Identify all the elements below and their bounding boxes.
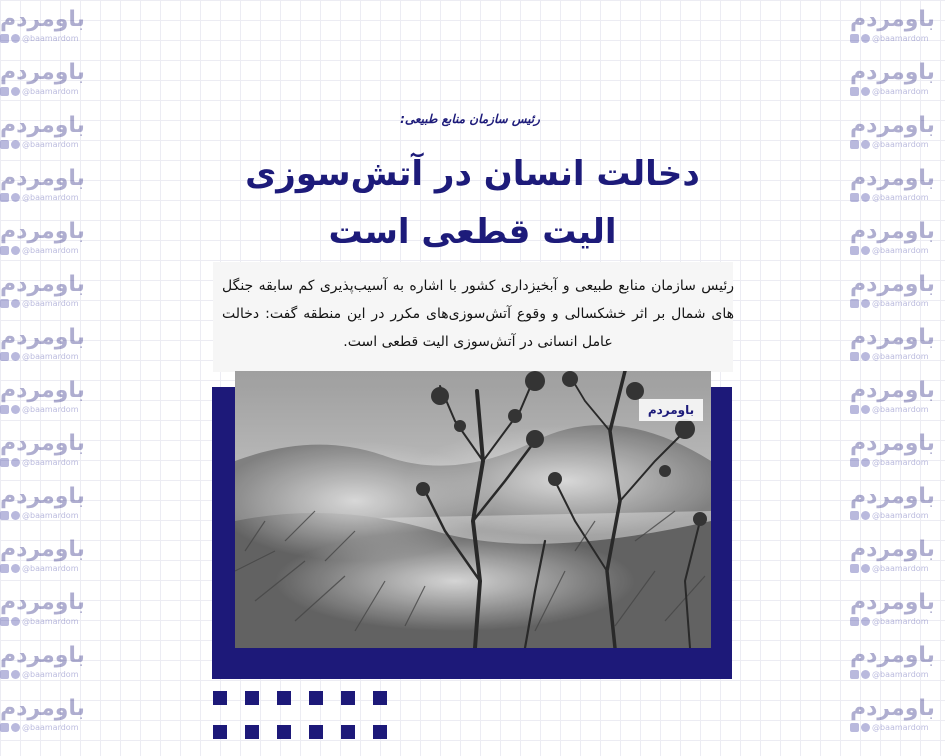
watermark-logo: باومردم <box>850 484 935 509</box>
watermark-logo: باومردم <box>850 431 935 456</box>
watermark-logo: باومردم <box>0 590 85 615</box>
watermark-handle-row <box>850 511 945 520</box>
telegram-icon <box>11 617 20 626</box>
watermark-handle-row <box>850 140 945 149</box>
watermark-handle: @baamardom <box>872 140 929 149</box>
instagram-icon <box>850 670 859 679</box>
watermark-handle: @baamardom <box>22 140 79 149</box>
decorative-dot <box>341 725 355 739</box>
watermark-handle: @baamardom <box>22 246 79 255</box>
instagram-icon <box>0 34 9 43</box>
watermark-handle-row <box>0 246 95 255</box>
watermark-item <box>850 159 945 212</box>
instagram-icon <box>850 352 859 361</box>
watermark-item <box>850 265 945 318</box>
watermark-handle-row <box>0 140 95 149</box>
watermark-item <box>0 583 95 636</box>
instagram-icon <box>850 193 859 202</box>
watermark-logo: باومردم <box>850 643 935 668</box>
telegram-icon <box>861 617 870 626</box>
watermark-logo: باومردم <box>850 272 935 297</box>
watermark-logo: باومردم <box>850 113 935 138</box>
instagram-icon <box>850 458 859 467</box>
watermark-logo: باومردم <box>0 272 85 297</box>
telegram-icon <box>861 34 870 43</box>
watermark-item <box>0 212 95 265</box>
watermark-handle: @baamardom <box>872 87 929 96</box>
watermark-logo: باومردم <box>850 537 935 562</box>
telegram-icon <box>11 511 20 520</box>
watermark-item <box>0 159 95 212</box>
telegram-icon <box>11 670 20 679</box>
news-photo <box>235 371 711 648</box>
watermark-handle: @baamardom <box>22 87 79 96</box>
watermark-handle: @baamardom <box>22 352 79 361</box>
watermark-logo: باومردم <box>0 484 85 509</box>
watermark-item <box>0 318 95 371</box>
watermark-handle-row <box>850 193 945 202</box>
watermark-handle-row <box>850 299 945 308</box>
instagram-icon <box>850 723 859 732</box>
telegram-icon <box>11 193 20 202</box>
watermark-logo: باومردم <box>0 537 85 562</box>
watermark-column-right <box>850 0 945 756</box>
decorative-dot <box>245 691 259 705</box>
instagram-icon <box>0 87 9 96</box>
telegram-icon <box>861 564 870 573</box>
kicker-label: رئیس سازمان منابع طبیعی: <box>400 112 540 126</box>
watermark-item <box>850 53 945 106</box>
instagram-icon <box>850 299 859 308</box>
watermark-handle-row <box>0 193 95 202</box>
instagram-icon <box>850 511 859 520</box>
watermark-item <box>850 530 945 583</box>
watermark-handle: @baamardom <box>872 246 929 255</box>
watermark-logo: باومردم <box>850 60 935 85</box>
instagram-icon <box>850 87 859 96</box>
watermark-handle: @baamardom <box>872 670 929 679</box>
instagram-icon <box>0 140 9 149</box>
watermark-handle: @baamardom <box>872 34 929 43</box>
watermark-handle-row <box>850 458 945 467</box>
headline: دخالت انسان در آتش‌سوزی الیت قطعی است <box>245 154 700 252</box>
instagram-icon <box>0 458 9 467</box>
instagram-icon <box>0 564 9 573</box>
instagram-icon <box>850 34 859 43</box>
telegram-icon <box>861 140 870 149</box>
watermark-item <box>850 689 945 742</box>
watermark-item <box>850 212 945 265</box>
watermark-handle-row <box>0 670 95 679</box>
watermark-handle-row <box>0 511 95 520</box>
watermark-handle-row <box>850 352 945 361</box>
decorative-dots <box>213 691 393 741</box>
watermark-handle-row <box>0 564 95 573</box>
watermark-handle: @baamardom <box>872 511 929 520</box>
telegram-icon <box>861 299 870 308</box>
telegram-icon <box>861 246 870 255</box>
watermark-handle: @baamardom <box>872 352 929 361</box>
watermark-item <box>0 689 95 742</box>
photo-logo <box>639 399 703 421</box>
watermark-logo: باومردم <box>0 60 85 85</box>
watermark-item <box>850 106 945 159</box>
telegram-icon <box>11 34 20 43</box>
instagram-icon <box>0 723 9 732</box>
watermark-handle: @baamardom <box>22 193 79 202</box>
watermark-logo: باومردم <box>850 219 935 244</box>
watermark-item <box>850 318 945 371</box>
watermark-item <box>0 424 95 477</box>
watermark-item <box>850 477 945 530</box>
watermark-handle: @baamardom <box>22 670 79 679</box>
watermark-handle-row <box>0 458 95 467</box>
watermark-item <box>850 636 945 689</box>
watermark-item <box>850 0 945 53</box>
watermark-handle-row <box>0 352 95 361</box>
watermark-handle-row <box>0 723 95 732</box>
watermark-logo: باومردم <box>0 325 85 350</box>
telegram-icon <box>861 511 870 520</box>
watermark-column-left <box>0 0 95 756</box>
instagram-icon <box>850 405 859 414</box>
watermark-logo: باومردم <box>850 378 935 403</box>
decorative-dot <box>245 725 259 739</box>
watermark-handle-row <box>850 564 945 573</box>
decorative-dot <box>373 691 387 705</box>
telegram-icon <box>861 405 870 414</box>
instagram-icon <box>850 246 859 255</box>
watermark-handle: @baamardom <box>872 564 929 573</box>
watermark-handle-row <box>850 87 945 96</box>
telegram-icon <box>861 87 870 96</box>
watermark-handle: @baamardom <box>872 193 929 202</box>
telegram-icon <box>11 140 20 149</box>
watermark-logo: باومردم <box>0 166 85 191</box>
decorative-dot <box>309 725 323 739</box>
watermark-item <box>0 0 95 53</box>
watermark-handle: @baamardom <box>22 34 79 43</box>
decorative-dot <box>277 725 291 739</box>
watermark-handle: @baamardom <box>872 617 929 626</box>
watermark-handle: @baamardom <box>22 564 79 573</box>
watermark-logo: باومردم <box>0 219 85 244</box>
watermark-logo: باومردم <box>0 643 85 668</box>
watermark-handle: @baamardom <box>22 299 79 308</box>
watermark-item <box>850 424 945 477</box>
decorative-dot <box>277 691 291 705</box>
photo-logo-text: باومردم <box>647 403 695 417</box>
watermark-handle: @baamardom <box>22 617 79 626</box>
watermark-handle: @baamardom <box>872 723 929 732</box>
telegram-icon <box>11 299 20 308</box>
instagram-icon <box>0 193 9 202</box>
decorative-dot <box>341 691 355 705</box>
instagram-icon <box>850 564 859 573</box>
watermark-logo: باومردم <box>850 166 935 191</box>
watermark-item <box>850 583 945 636</box>
watermark-item <box>0 477 95 530</box>
telegram-icon <box>861 670 870 679</box>
instagram-icon <box>0 670 9 679</box>
watermark-item <box>0 53 95 106</box>
decorative-dot <box>213 691 227 705</box>
watermark-handle-row <box>0 299 95 308</box>
instagram-icon <box>0 511 9 520</box>
instagram-icon <box>0 352 9 361</box>
watermark-item <box>850 371 945 424</box>
watermark-handle-row <box>0 34 95 43</box>
telegram-icon <box>11 352 20 361</box>
instagram-icon <box>0 405 9 414</box>
telegram-icon <box>11 458 20 467</box>
watermark-logo: باومردم <box>0 696 85 721</box>
telegram-icon <box>11 405 20 414</box>
telegram-icon <box>861 193 870 202</box>
watermark-logo: باومردم <box>0 7 85 32</box>
decorative-dot <box>213 725 227 739</box>
telegram-icon <box>861 723 870 732</box>
telegram-icon <box>11 723 20 732</box>
watermark-logo: باومردم <box>850 590 935 615</box>
watermark-item <box>0 371 95 424</box>
watermark-logo: باومردم <box>0 431 85 456</box>
decorative-dot <box>309 691 323 705</box>
watermark-item <box>0 636 95 689</box>
watermark-handle-row <box>0 617 95 626</box>
instagram-icon <box>0 299 9 308</box>
watermark-item <box>0 530 95 583</box>
watermark-logo: باومردم <box>0 378 85 403</box>
watermark-handle: @baamardom <box>22 458 79 467</box>
watermark-handle: @baamardom <box>22 405 79 414</box>
watermark-handle-row <box>850 670 945 679</box>
watermark-handle-row <box>0 87 95 96</box>
telegram-icon <box>861 458 870 467</box>
watermark-handle: @baamardom <box>872 405 929 414</box>
watermark-logo: باومردم <box>850 696 935 721</box>
watermark-logo: باومردم <box>850 325 935 350</box>
watermark-handle: @baamardom <box>22 723 79 732</box>
instagram-icon <box>0 617 9 626</box>
body-text: رئیس سازمان منابع طبیعی و آبخیزداری کشور با اشاره به آسیب‌پذیری کم سابقه جنگل های شمال بر اثر خشکسالی و وقوع آتش‌سوزی‌های مکرر در این منطقه گفت: دخالت عامل انسانی در آتش‌سوزی الیت قطعی است. <box>222 278 734 350</box>
watermark-handle-row <box>850 723 945 732</box>
watermark-handle: @baamardom <box>22 511 79 520</box>
watermark-handle: @baamardom <box>872 458 929 467</box>
watermark-handle-row <box>0 405 95 414</box>
instagram-icon <box>0 246 9 255</box>
telegram-icon <box>861 352 870 361</box>
instagram-icon <box>850 617 859 626</box>
watermark-handle-row <box>850 617 945 626</box>
telegram-icon <box>11 564 20 573</box>
telegram-icon <box>11 87 20 96</box>
watermark-logo: باومردم <box>850 7 935 32</box>
watermark-handle-row <box>850 405 945 414</box>
instagram-icon <box>850 140 859 149</box>
decorative-dot <box>373 725 387 739</box>
telegram-icon <box>11 246 20 255</box>
watermark-item <box>0 265 95 318</box>
watermark-handle-row <box>850 246 945 255</box>
watermark-handle: @baamardom <box>872 299 929 308</box>
watermark-item <box>0 106 95 159</box>
watermark-logo: باومردم <box>0 113 85 138</box>
watermark-handle-row <box>850 34 945 43</box>
